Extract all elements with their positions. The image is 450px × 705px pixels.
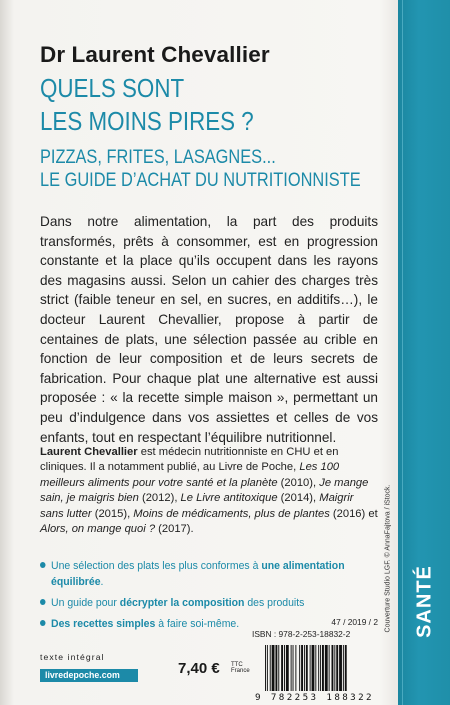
bio-text: (2015),	[91, 507, 134, 520]
author-name: Dr Laurent Chevallier	[40, 42, 270, 67]
title-line-1: QUELS SONT	[40, 73, 185, 103]
subtitle-line-2: LE GUIDE D’ACHAT DU NUTRITIONNISTE	[40, 169, 361, 191]
barcode-bar	[278, 645, 279, 691]
book-title	[40, 72, 254, 138]
price-note-ttc: TTC	[231, 662, 243, 668]
category-label: SANTÉ	[413, 565, 436, 638]
barcode-bar	[318, 645, 319, 691]
barcode-bar	[272, 645, 275, 691]
price: 7,40 €	[178, 660, 220, 677]
barcode-bar	[343, 645, 344, 691]
title-line-2: LES MOINS PIRES ?	[40, 106, 254, 136]
barcode-bar	[267, 645, 268, 691]
bio-book-title: Maigrir sans lutter	[40, 492, 354, 520]
cover-credit: Couverture Studio LGF. © AnnaFajtova / iStock.	[384, 484, 392, 633]
book-subtitle	[40, 146, 361, 192]
subtitle-line-1: PIZZAS, FRITES, LASAGNES...	[40, 146, 276, 168]
barcode-bar	[339, 645, 342, 691]
bio-book-title: Alors, on mange quoi ?	[40, 523, 156, 536]
barcode-bar	[325, 645, 328, 691]
bio-text: (2010),	[277, 476, 320, 489]
barcode-bar	[306, 645, 308, 691]
highlight-item: Un guide pour décrypter la composition des produits	[40, 595, 353, 611]
barcode-bar	[332, 645, 334, 691]
barcode-bar	[299, 645, 300, 691]
barcode-bar	[284, 645, 285, 691]
barcode-bar	[270, 645, 271, 691]
edition-code: 47 / 2019 / 2	[331, 617, 378, 627]
website-link[interactable]: livredepoche.com	[40, 669, 138, 682]
book-description: Dans notre alimentation, la part des produits transformés, prêts à consommer, est en progression constante et la place qu’ils occupent dans les rayons des magasins aussi. Selon un cahier des charges très strict (faible teneur en sel, en sucres, en additifs…), le docteur Laurent Chevallier, propose à partir de centaines de plats, une sélection passée au crible en fonction de leur composition et de leurs secrets de fabrication. Pour chaque plat une alternative est aussi proposée : « la recette simple maison », permettant un peu d’indulgence dans vos assiettes et celles de vos enfants, tout en respectant l’équilibre nutritionnel.	[40, 214, 378, 445]
price-note-country: France	[231, 668, 250, 674]
bio-author-name: Laurent Chevallier	[40, 446, 138, 458]
barcode-bar	[295, 645, 296, 691]
barcode-bar	[265, 645, 266, 691]
bio-book-title: Moins de médicaments, plus de plantes	[133, 507, 330, 520]
bio-text: (2014),	[277, 492, 320, 505]
bio-book-title: Je mange sain, je maigris bien	[40, 476, 369, 505]
bullet-dot-icon	[40, 599, 46, 605]
bullet-dot-icon	[40, 620, 46, 626]
barcode-bar	[301, 645, 303, 691]
bio-text: (2017).	[155, 523, 194, 536]
highlight-item: Une sélection des plats les plus conformes à une alimentation équilibrée.	[40, 558, 353, 590]
barcode-bar	[286, 645, 289, 691]
bullet-dot-icon	[40, 562, 46, 568]
bio-text: (2012),	[138, 492, 181, 505]
price-note	[231, 662, 250, 674]
barcode-bar	[281, 645, 283, 691]
barcode-bar	[291, 645, 292, 691]
bio-text: est médecin nutritionniste en CHU et en cliniques. Il a notamment publié, au Livre de Poche,	[40, 446, 339, 474]
barcode-bar	[320, 645, 321, 691]
barcode-bar	[315, 645, 316, 691]
barcode-number: 9 782253 188322	[255, 692, 374, 703]
barcode-bar	[293, 645, 294, 691]
barcode-bar	[310, 645, 311, 691]
bio-book-title: Les 100 meilleurs aliments pour votre santé et la planète	[40, 461, 340, 489]
barcode-bar	[322, 645, 324, 691]
barcode-bar	[345, 645, 347, 691]
barcode-bar	[336, 645, 338, 691]
author-bio	[40, 445, 378, 537]
barcode-bar	[334, 645, 335, 691]
barcode-bar	[329, 645, 330, 691]
isbn: ISBN : 978-2-253-18832-2	[252, 629, 351, 639]
bio-book-title: Le Livre antitoxique	[180, 492, 278, 505]
barcode-bar	[275, 645, 277, 691]
barcode-bar	[312, 645, 315, 691]
texte-integral-label: texte intégral	[40, 652, 105, 662]
barcode-bar	[304, 645, 305, 691]
highlight-item: Des recettes simples à faire soi-même.	[40, 616, 353, 632]
bio-text: (2016) et	[329, 507, 378, 520]
barcode-icon	[263, 645, 383, 697]
